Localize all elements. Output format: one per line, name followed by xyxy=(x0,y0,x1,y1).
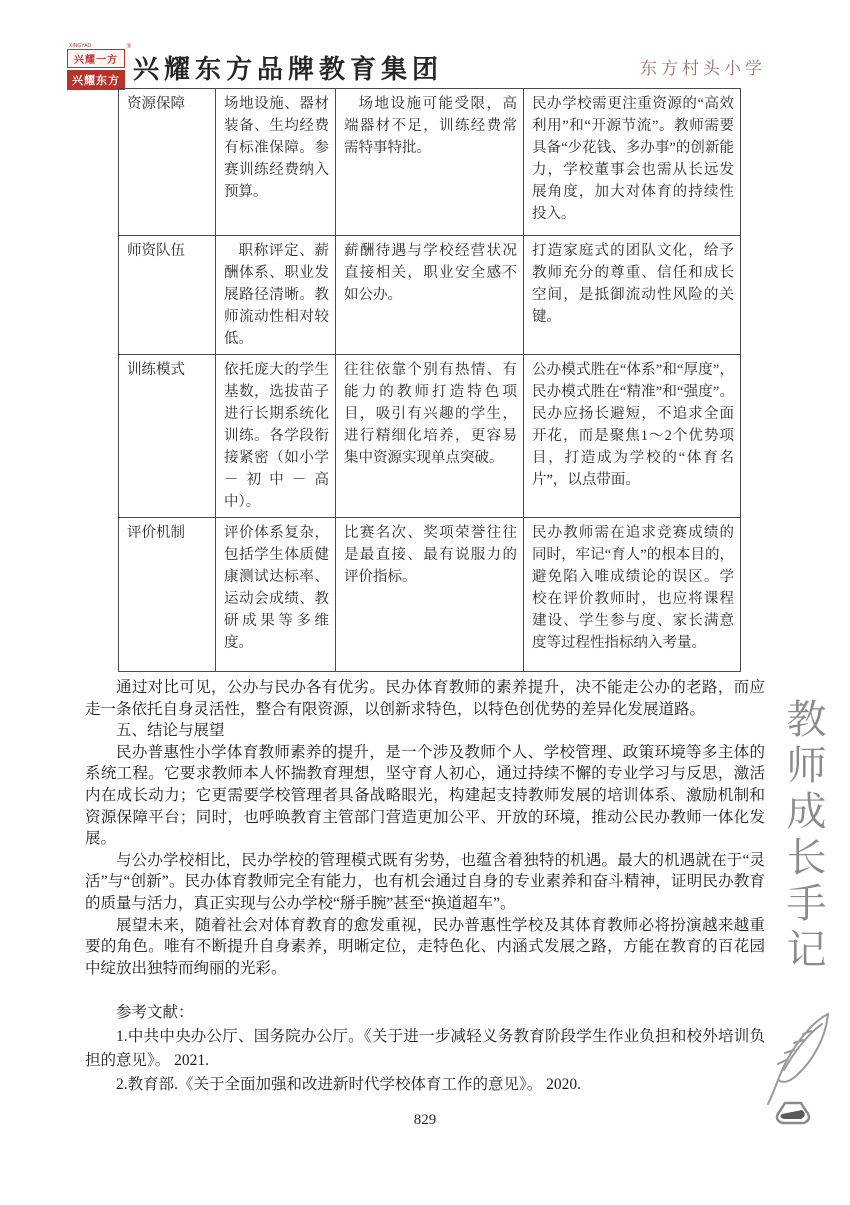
comparison-table xyxy=(118,88,741,672)
table-row xyxy=(119,89,741,236)
row-label-cell: 训练模式 xyxy=(119,355,216,518)
main-content xyxy=(85,88,765,1097)
paragraph-conclusion-1: 民办普惠性小学体育教师素养的提升，是一个涉及教师个人、学校管理、政策环境等多主体的系统工程。它要求教师本人怀揣教育理想，坚守育人初心，通过持续不懈的专业学习与反思，激活内在成长动力；它更需要学校管理者具备战略眼光，构建起支持教师发展的培训体系、激励机制和资源保障平台；同时，也呼唤教育主管部门营造更加公平、开放的环境，推动公民办教师一体化发展。 xyxy=(85,743,765,848)
private-school-cell: 薪酬待遇与学校经营状况直接相关，职业安全感不如公办。 xyxy=(336,236,524,355)
row-label-cell: 资源保障 xyxy=(119,89,216,236)
paragraph-conclusion-2: 与公办学校相比，民办学校的管理模式既有劣势，也蕴含着独特的机遇。最大的机遇就在于“灵活”与“创新”。民办体育教师完全有能力，也有机会通过自身的专业素养和奋斗精神，证明民办教育的质量与活力，真正实现与公办学校“掰手腕”甚至“换道超车”。 xyxy=(85,851,765,912)
section-heading: 五、结论与展望 xyxy=(116,722,225,740)
private-school-cell: 场地设施可能受限，高端器材不足，训练经费常需特事特批。 xyxy=(336,89,524,236)
reference-item: 1.中共中央办公厅、国务院办公厅。《关于进一步减轻义务教育阶段学生作业负担和校外培训负担的意见》。 2021. xyxy=(85,1028,765,1070)
row-label-cell: 评价机制 xyxy=(119,518,216,672)
public-school-cell: 依托庞大的学生基数，选拔苗子进行长期系统化训练。各学段衔接紧密（如小学－初中－高中）。 xyxy=(216,355,336,518)
brand-logo xyxy=(67,43,131,93)
margin-calligraphy-text: 教师成长手记 xyxy=(781,698,826,974)
table-row xyxy=(119,236,741,355)
registered-trademark-icon: ® xyxy=(126,44,131,50)
logo-top-seal: 兴耀一方 xyxy=(67,49,125,68)
public-school-cell: 评价体系复杂，包括学生体质健康测试达标率、运动会成绩、教研成果等多维度。 xyxy=(216,518,336,672)
private-school-cell: 比赛名次、奖项荣誉往往是最直接、最有说服力的评价指标。 xyxy=(336,518,524,672)
insight-cell: 民办教师需在追求竞赛成绩的同时，牢记“育人”的根本目的，避免陷入唯成绩论的误区。学校在评价教师时，也应将课程建设、学生参与度、家长满意度等过程性指标纳入考量。 xyxy=(524,518,741,672)
row-label-cell: 师资队伍 xyxy=(119,236,216,355)
school-name: 东方村头小学 xyxy=(640,59,766,78)
insight-cell: 打造家庭式的团队文化，给予教师充分的尊重、信任和成长空间，是抵御流动性风险的关键。 xyxy=(524,236,741,355)
references-heading: 参考文献： xyxy=(116,1004,194,1022)
brand-title: 兴耀东方品牌教育集团 xyxy=(133,55,444,84)
body-text xyxy=(85,677,765,979)
references-section xyxy=(85,1001,765,1097)
private-school-cell: 往往依靠个别有热情、有能力的教师打造特色项目，吸引有兴趣的学生，进行精细化培养，更容易集中资源实现单点突破。 xyxy=(336,355,524,518)
paragraph-outlook: 展望未来，随着社会对体育教育的愈发重视，民办普惠性学校及其体育教师必将扮演越来越重要的角色。唯有不断提升自身素养，明晰定位，走特色化、内涵式发展之路，方能在教育的百花园中绽放出独特而绚丽的光彩。 xyxy=(85,916,765,977)
table-row xyxy=(119,518,741,672)
page-number: 829 xyxy=(413,1112,437,1128)
table-row xyxy=(119,355,741,518)
public-school-cell: 场地设施、器材装备、生均经费有标准保障。参赛训练经费纳入预算。 xyxy=(216,89,336,236)
public-school-cell: 职称评定、薪酬体系、职业发展路径清晰。教师流动性相对较低。 xyxy=(216,236,336,355)
logo-latin-text: XINGYAO xyxy=(69,43,92,49)
paragraph-comparison: 通过对比可见，公办与民办各有优劣。民办体育教师的素养提升，决不能走公办的老路，而应走一条依托自身灵活性，整合有限资源，以创新求特色，以特色创优势的差异化发展道路。 xyxy=(85,679,765,718)
reference-item: 2.教育部.《关于全面加强和改进新时代学校体育工作的意见》。 2020. xyxy=(116,1076,582,1094)
logo-bottom-seal: 兴耀东方 xyxy=(67,70,125,90)
insight-cell: 民办学校需更注重资源的“高效利用”和“开源节流”。教师需要具备“少花钱、多办事”的创新能力，学校董事会也需从长远发展角度，加大对体育的持续性投入。 xyxy=(524,89,741,236)
insight-cell: 公办模式胜在“体系”和“厚度”，民办模式胜在“精准”和“强度”。民办应扬长避短，不追求全面开花，而是聚焦1～2个优势项目，打造成为学校的“体育名片”，以点带面。 xyxy=(524,355,741,518)
